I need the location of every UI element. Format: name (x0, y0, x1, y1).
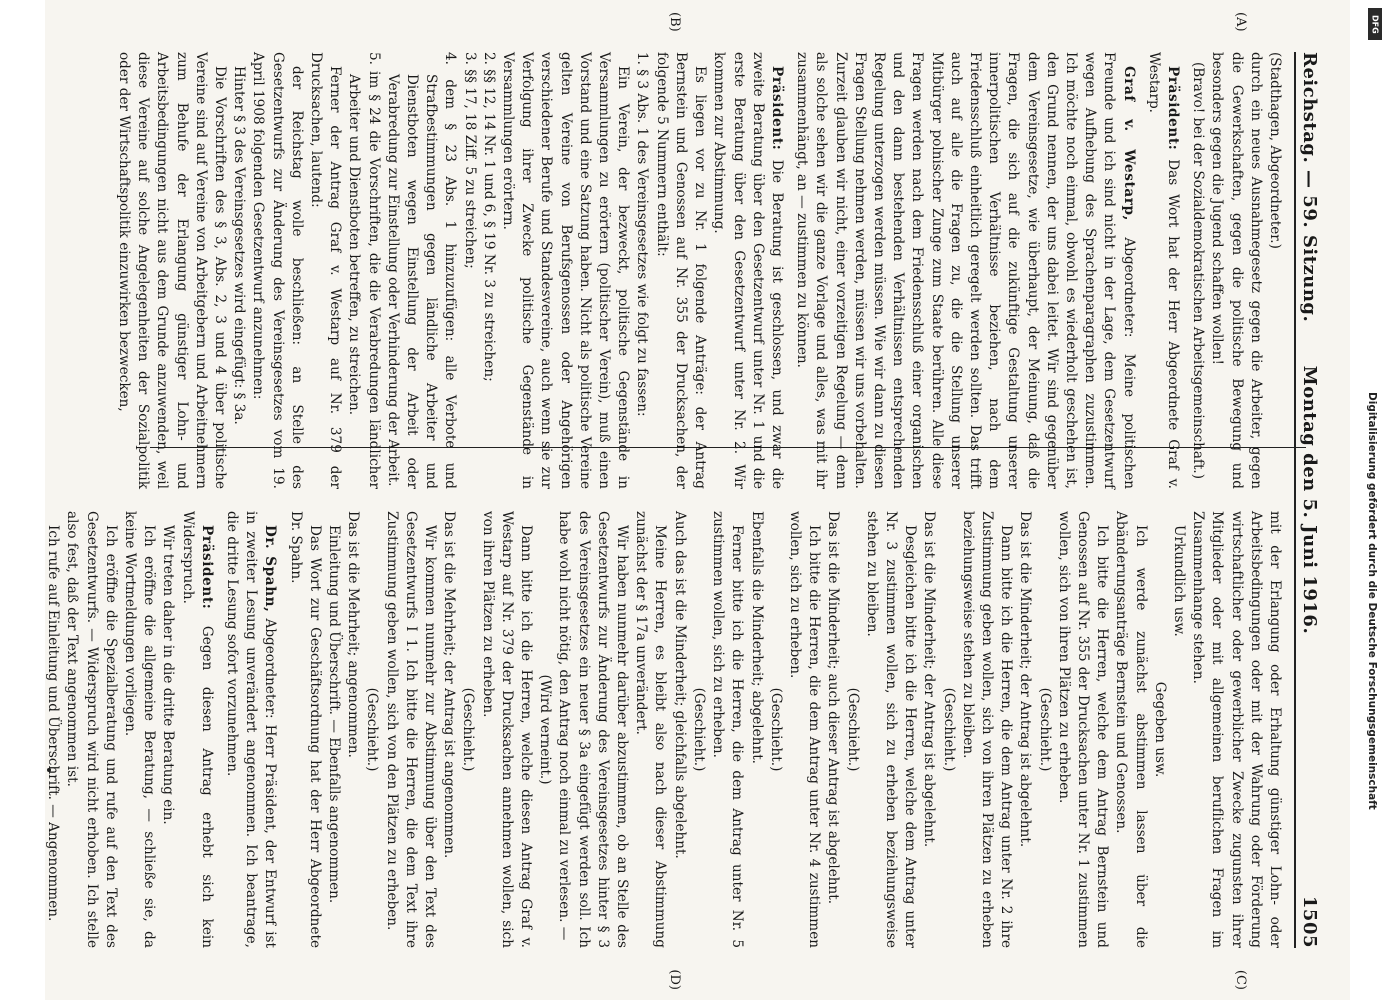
paragraph (766, 511, 785, 948)
paragraph (43, 511, 62, 948)
paragraph (222, 511, 280, 948)
header-date: Montag den 5. Juni 1916. (1299, 365, 1320, 635)
paragraph-text: Wir treten daher in die dritte Beratung ein. (160, 525, 177, 825)
paragraph-text: (Stadthagen, Abgeordneter.) (1267, 52, 1283, 249)
paragraph (285, 511, 323, 948)
paragraph-text: Hinter § 3 des Vereinsgesetzes wird eingefügt: § 3a. (231, 66, 248, 425)
paragraph (689, 511, 708, 948)
paragraph (842, 511, 861, 948)
paragraph-text: Das ist die Mehrheit; angenommen. (345, 511, 362, 758)
paragraph (177, 511, 215, 948)
paragraph (958, 511, 1016, 948)
paragraph-text: Die Beratung ist geschlossen, und zwar die zweite Beratung über den Gesetzentwurf unter Nr. 1 und die erste Beratung über den Gesetzentwurf unter Nr. 2. Wir kommen zur Abstimmung. (711, 52, 785, 490)
paragraph-text: Desgleichen bitte ich die Herren, welche dem Antrag unter Nr. 3 zustimmen wollen, sich zu erheben beziehungsweise stehen zu bleiben. (863, 511, 919, 948)
paragraph (632, 52, 651, 489)
page-number: 1505 (1299, 895, 1320, 948)
paragraph (158, 511, 177, 948)
paragraph-text: (Geschieht.) (767, 687, 784, 772)
paragraph (708, 511, 746, 948)
paragraph-text: Ebenfalls die Minderheit; abgelehnt. (748, 511, 765, 764)
paragraph-text: Ferner der Antrag Graf v. Westarp auf Nr. 379 der Drucksachen, lautend: (308, 52, 344, 489)
paragraph (62, 511, 120, 948)
paragraph (498, 52, 632, 489)
paragraph (1169, 511, 1188, 948)
paragraph-text: durch ein neues Ausnahmegesetz gegen die Arbeiter, gegen die Gewerkschaften, gegen die politische Bewegung und besonders gegen die Jugend schaffen wollen! (1209, 52, 1264, 489)
paragraph-text: Abgeordneter: Herr Präsident, der Entwurf ist in zweiter Lesung unverändert angenommen. Ich beantrage, die dritte Lesung sofort vorzunehmen. (224, 511, 279, 948)
paragraph-text: (Wird verneint.) (537, 674, 554, 785)
paragraph-text: Abgeordneter: Meine politischen Freunde und ich sind nicht in der Lage, dem Gesetzentwurf wegen Aufhebung des Sprachenparagraphen zuzustimmen. Ich möchte noch einmal, obwohl es wiederholt geschehen ist, den Grund nennen, der uns dabei leitet. Wir sind gegenüber dem Vereinsgesetze, wie überhaupt, der Meinung, daß die Fragen, die sich auf die zukünftige Gestaltung unserer innerpolitischen Verhältnisse beziehen, nach dem Friedensschluß einheitlich geregelt werden sollten. Das trifft auch auf alle die Fragen zu, die die Stellung unserer Mitbürger polnischer Zunge zum Staate berühren. Alle diese Fragen werden nach dem Friedensschluß einer organischen und den dann bestehenden Verhältnissen entsprechenden Regelung unterzogen werden müssen. Wie wir dann zu diesen Fragen Stellung nehmen werden, müssen wir uns vorbehalten. Zurzeit glauben wir nicht, einer vorzeitigen Regelung — denn als solche sehen wir die ganze Vorlage und alles, was mit ihr zusammenhängt, an — zustimmen zu können. (794, 52, 1137, 490)
digitization-credit: Digitalisierung gefördert durch die Deutsche Forschungsgemeinschaft (1366, 392, 1378, 810)
paragraph-text: Das Wort hat der Herr Abgeordnete Graf v. Westarp. (1145, 52, 1181, 489)
paragraph-text: Es liegen vor zu Nr. 1 folgende Anträge: der Antrag Bernstein und Genossen auf Nr. 355 der Drucksachen, der folgende 5 Nummern enthält: (653, 52, 709, 489)
speaker-name: Präsident: (1164, 66, 1181, 151)
paragraph-text: Gegeben usw. (1151, 681, 1168, 778)
page-content (45, 0, 1350, 1000)
paragraph (792, 52, 1138, 489)
paragraph-text: mit der Erlangung oder Erhaltung günstiger Lohn- oder Arbeitsbedingungen oder mit der Wahrung oder Förderung wirtschaftlicher oder gewerblicher Zwecke zugunsten ihrer Mitglieder oder mit allgemeinen beruflichen Fragen im Zusammenhange stehen. (1190, 511, 1283, 948)
paragraph-text: Urkundlich usw. (1170, 525, 1187, 637)
paragraph (709, 52, 786, 489)
paragraph (343, 511, 362, 948)
paragraph (344, 52, 382, 489)
paragraph-text: (Geschieht.) (364, 687, 381, 772)
paragraph-text: Gegen diesen Antrag erhebt sich kein Widerspruch. (179, 511, 215, 948)
paragraph-text: Auch das ist die Minderheit; gleichfalls abgelehnt. (671, 511, 688, 859)
paragraph (554, 511, 631, 948)
paragraph (324, 511, 343, 948)
paragraph (248, 52, 306, 489)
paragraph (381, 511, 439, 948)
paragraph-text: (Bravo! bei der Sozialdemokratischen Arbeitsgemeinschaft.) (1190, 61, 1207, 480)
paragraph-text: Das ist die Mehrheit; der Antrag ist angenommen. (441, 511, 458, 859)
paragraph (306, 52, 344, 489)
speaker-name: Präsident: (198, 525, 215, 610)
paragraph (120, 511, 158, 948)
left-column (43, 12, 1284, 490)
paragraph-text: Einleitung und Überschrift. — Ebenfalls angenommen. (326, 525, 343, 904)
margin-marker-b: (B) (667, 12, 682, 32)
paragraph (439, 511, 458, 948)
paragraph (670, 511, 689, 948)
paragraph-text: Das ist die Minderheit; der Antrag ist abgelehnt. (921, 511, 938, 848)
paragraph-text: Wir haben nunmehr darüber abzustimmen, ob an Stelle des Gesetzentwurfs zur Änderung des Vereinsgesetzes hinter § 3 des Vereinsgesetzes ein neuer § 3a eingefügt werden soll. Ich habe wohl nicht nötig, den Antrag noch einmal zu verlesen. — (556, 511, 631, 948)
paragraph (1150, 511, 1169, 948)
speaker-name: Graf v. Westarp, (1120, 66, 1137, 221)
paragraph (1034, 511, 1053, 948)
paragraph (1054, 511, 1112, 948)
paragraph (383, 52, 460, 489)
paragraph-text: Ich bitte die Herren, welche dem Antrag Bernstein und Genossen auf Nr. 355 der Drucksachen unter Nr. 1 zustimmen wollen, sich von ihren Plätzen zu erheben. (1055, 511, 1111, 948)
speaker-name: Präsident: (768, 66, 785, 151)
speaker-name: Dr. Spahn, (262, 525, 279, 613)
paragraph-text: Das Wort zur Geschäftsordnung hat der Herr Abgeordnete Dr. Spahn. (287, 511, 323, 948)
paragraph-text: Ich eröffne die allgemeine Beratung, — schließe sie, da keine Wortmeldungen vorliegen. (122, 511, 158, 948)
paragraph (746, 511, 765, 948)
header-session: Reichstag. — 59. Sitzung. (1299, 52, 1320, 323)
paragraph-text: Ich werde zunächst abstimmen lassen über die Abänderungsanträge Bernstein und Genossen. (1113, 511, 1149, 948)
paragraph-text: Das ist die Minderheit; auch dieser Antrag ist abgelehnt. (825, 511, 842, 905)
paragraph (114, 52, 229, 489)
margin-marker-d: (D) (667, 969, 682, 990)
paragraph (862, 511, 920, 948)
paragraph (652, 52, 710, 489)
paragraph-text: Wir kommen nunmehr zur Abstimmung über den Text des Gesetzentwurfs I 1. Ich bitte die Herren, die dem Text ihre Zustimmung geben wollen, sich von den Plätzen zu erheben. (383, 511, 439, 948)
paragraph-text: Dann bitte ich die Herren, welche diesen Antrag Graf v. Westarp auf Nr. 379 der Drucksachen annehmen wollen, sich von ihren Plätzen zu erheben. (479, 511, 535, 948)
paragraph-text: Ferner bitte ich die Herren, die dem Antrag unter Nr. 5 zustimmen wollen, sich zu erheben. (710, 511, 746, 948)
paragraph-text: 1. § 3 Abs. 1 des Vereinsgesetzes wie folgt zu fassen: (634, 52, 651, 417)
paragraph-text: (Geschieht.) (690, 687, 707, 772)
margin-marker-a: (A) (1233, 12, 1248, 32)
paragraph-text: Das ist die Minderheit; der Antrag ist abgelehnt. (1017, 511, 1034, 848)
paragraph (1265, 52, 1284, 489)
paragraph-text: 5. im § 24 die Vorschriften, die die Verabredungen ländlicher Arbeiter und Dienstboten betreffen, zu streichen. (346, 52, 382, 489)
paragraph (459, 52, 478, 489)
paragraph-text: (Geschieht.) (1036, 687, 1053, 772)
paragraph-text: 4. dem § 23 Abs. 1 hinzuzufügen: alle Verbote und Strafbestimmungen gegen ländliche Arbeiter und Dienstboten wegen Einstellung der Arbeit oder Verabredung zur Einstellung oder Verhinderung der Arbeit. (384, 52, 459, 489)
paragraph (477, 511, 535, 948)
paragraph-text: der Reichstag wolle beschließen: an Stelle des Gesetzentwurfs zur Änderung des Vereinsgesetzes vom 19. April 1908 folgenden Gesetzentwurf anzunehmen: (250, 52, 305, 489)
paragraph (1111, 511, 1149, 948)
paragraph (1188, 52, 1207, 489)
paragraph-text: 3. §§ 17, 18 Ziff. 5 zu streichen; (461, 52, 478, 269)
paragraph (229, 52, 248, 489)
paragraph-text: 2. §§ 12, 14 Nr. 1 und 6, § 19 Nr. 3 zu streichen; (480, 52, 497, 382)
text-columns (43, 12, 1284, 990)
paragraph (823, 511, 842, 948)
paragraph-text: Dann bitte ich die Herren, die dem Antrag unter Nr. 2 ihre Zustimmung geben wollen, sich von ihren Plätzen zu erheben beziehungsweise stehen zu bleiben. (959, 511, 1015, 948)
paragraph (362, 511, 381, 948)
page-header (1294, 52, 1320, 948)
paragraph-text: Ich eröffne die Spezialberatung und rufe auf den Text des Gesetzentwurfs. — Widerspruch wird nicht erhoben. Ich stelle also fest, daß der Text angenommen ist. (64, 511, 119, 948)
paragraph-text: (Geschieht.) (844, 687, 861, 772)
paragraph-text: Meine Herren, es bleibt also nach dieser Abstimmung zunächst der § 17a unverändert. (633, 511, 669, 948)
paragraph-text: Ich bitte die Herren, die dem Antrag unter Nr. 4 zustimmen wollen, sich zu erheben. (786, 511, 823, 948)
paragraph (631, 511, 669, 948)
margin-marker-c: (C) (1233, 969, 1248, 990)
paragraph (785, 511, 823, 948)
dfg-logo: DFG (1368, 8, 1382, 40)
paragraph (1015, 511, 1034, 948)
paragraph-text: Ich rufe auf Einleitung und Überschrift. — Angenommen. (45, 525, 62, 922)
paragraph (1207, 52, 1265, 489)
paragraph (535, 511, 554, 948)
paragraph-text: (Geschieht.) (460, 687, 477, 772)
paragraph-text: Die Vorschriften des § 3, Abs. 2, 3 und 4 über politische Vereine sind auf Vereine von Arbeitgebern und Arbeitnehmern zum Behufe der Erlangung günstiger Lohn- und Arbeitsbedingungen nicht aus dem Grunde anzuwenden, weil diese Vereine auf solche Angelegenheiten der Sozialpolitik oder der Wirtschaftspolitik einzuwirken bezwecken, (116, 52, 229, 489)
paragraph (479, 52, 498, 489)
paragraph (458, 511, 477, 948)
right-column (43, 511, 1284, 990)
paragraph-text: Ein Verein, der bezweckt, politische Gegenstände in Versammlungen zu erörtern (politischer Verein), muß einen Vorstand und eine Satzung haben. Nicht als politische Vereine gelten Vereine von Berufsgenossen oder Angehörigen verschiedener Berufe und Standesvereine, auch wenn sie zur Verfolgung ihrer Zwecke politische Gegenstände in Versammlungen erörtern. (500, 52, 632, 489)
paragraph (938, 511, 957, 948)
paragraph (919, 511, 938, 948)
paragraph-text: (Geschieht.) (940, 687, 957, 772)
paragraph (1188, 511, 1284, 948)
paragraph (1144, 52, 1182, 489)
